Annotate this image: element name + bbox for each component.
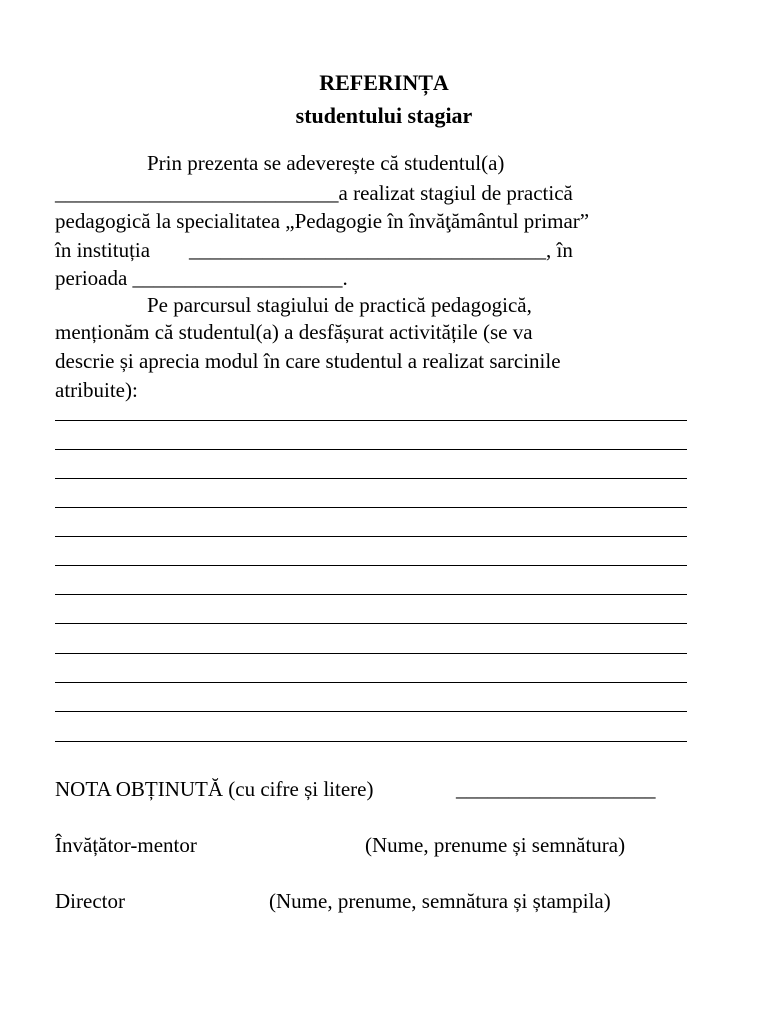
paragraph2-line4: atribuite): <box>55 378 138 402</box>
writing-line <box>55 536 687 537</box>
writing-line <box>55 741 687 742</box>
mentor-signature-note: (Nume, prenume și semnătura) <box>365 833 626 857</box>
writing-line <box>55 682 687 683</box>
paragraph1-line5: perioada ____________________. <box>55 266 348 290</box>
grade-label: NOTA OBȚINUTĂ (cu cifre și litere) <box>55 777 374 801</box>
paragraph1-line4-label: în instituția <box>55 238 151 262</box>
paragraph1-line3: pedagogică la specialitatea „Pedagogie în învăţământul primar” <box>55 209 590 233</box>
writing-line <box>55 623 687 624</box>
writing-line <box>55 711 687 712</box>
writing-line <box>55 594 687 595</box>
grade-blank: ___________________ <box>456 777 656 801</box>
writing-line <box>55 420 687 421</box>
writing-line <box>55 653 687 654</box>
institution-blank: __________________________________, în <box>189 238 573 262</box>
writing-line <box>55 478 687 479</box>
director-signature-note: (Nume, prenume, semnătura și ștampila) <box>269 889 611 913</box>
paragraph1-line1: Prin prezenta se adeverește că studentul(a) <box>147 151 505 175</box>
document-title: REFERINȚA <box>319 70 449 95</box>
writing-line <box>55 565 687 566</box>
paragraph2-line2: menționăm că studentul(a) a desfășurat activitățile (se va <box>55 320 533 344</box>
paragraph2-line1: Pe parcursul stagiului de practică pedagogică, <box>147 293 532 317</box>
document-subtitle: studentului stagiar <box>295 103 473 128</box>
director-label: Director <box>55 889 125 913</box>
writing-line <box>55 507 687 508</box>
paragraph2-line3: descrie și aprecia modul în care studentul a realizat sarcinile <box>55 349 561 373</box>
writing-line <box>55 449 687 450</box>
mentor-label: Învățător-mentor <box>55 833 197 857</box>
paragraph1-line2: ___________________________a realizat stagiul de practică <box>55 181 573 205</box>
